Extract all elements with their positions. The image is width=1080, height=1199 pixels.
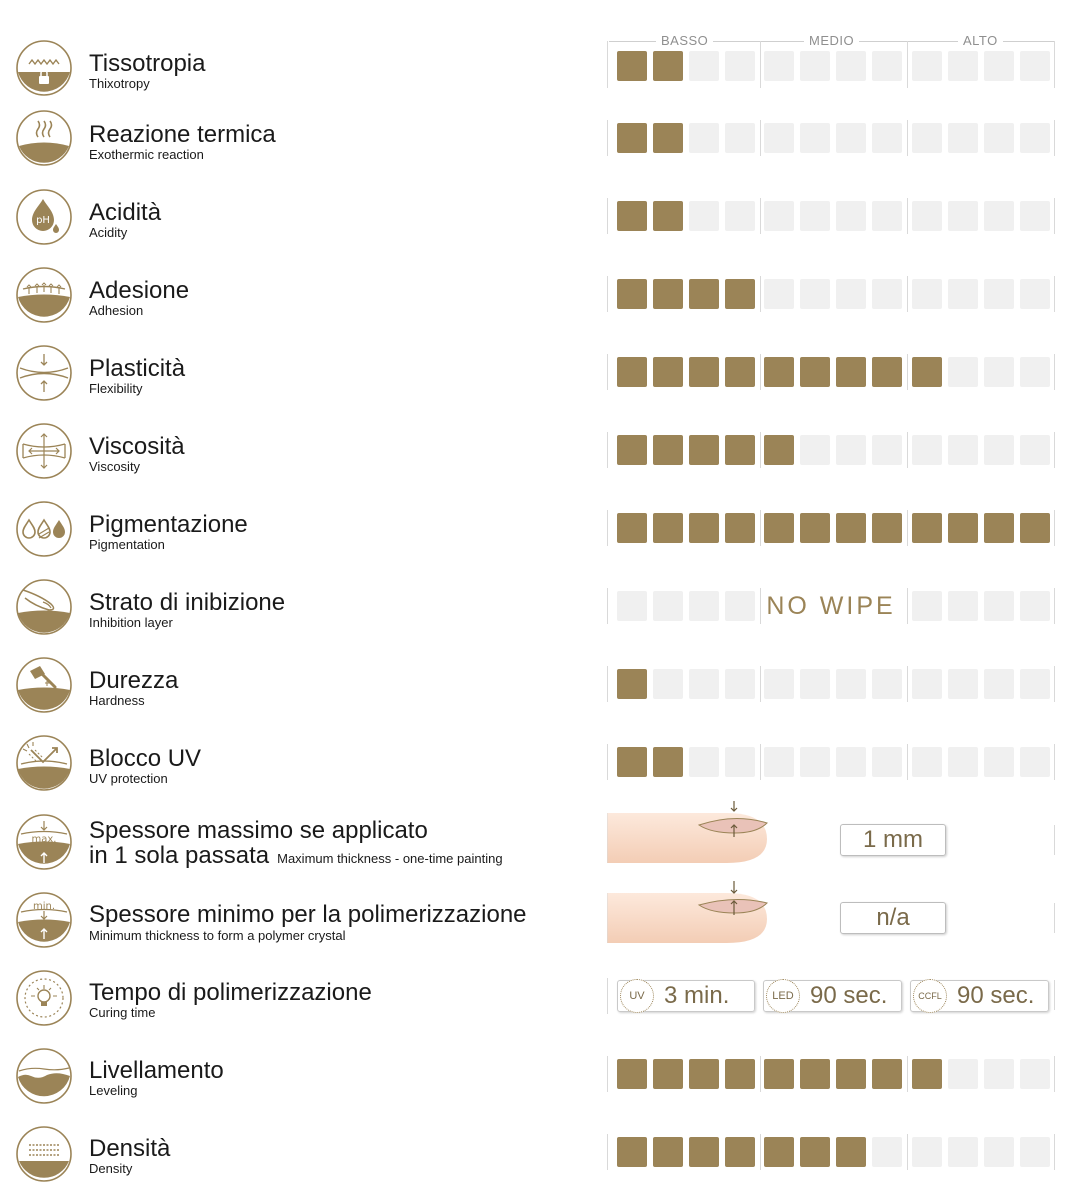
property-title-line2 (89, 843, 503, 872)
rating-cell-filled (725, 279, 755, 309)
rating-cell-filled (689, 435, 719, 465)
rating-cell-empty (764, 123, 794, 153)
property-subtitle: UV protection (89, 771, 168, 786)
rating-cell-filled (653, 435, 683, 465)
property-title: Strato di inibizione (89, 589, 286, 616)
rating-cell-empty (984, 279, 1014, 309)
property-title: Viscosità (89, 433, 185, 460)
rating-cell-empty (725, 123, 755, 153)
row-edge-line (1054, 825, 1055, 855)
finger-thickness-illustration (607, 801, 777, 867)
property-subtitle: Flexibility (89, 381, 143, 396)
rating-cell-empty (912, 669, 942, 699)
rating-bar (607, 432, 1057, 468)
rating-bar (607, 354, 1057, 390)
rating-cell-empty (872, 123, 902, 153)
rating-cell-empty (836, 669, 866, 699)
rating-cell-empty (1020, 435, 1050, 465)
rating-cell-filled (725, 1137, 755, 1167)
property-title-continuation: in 1 sola passata (89, 842, 270, 869)
rating-cell-empty (689, 747, 719, 777)
scale-label-low: BASSO (656, 33, 713, 48)
density-icon (15, 1125, 73, 1183)
group-divider (907, 120, 908, 156)
curing-uv-box (617, 980, 755, 1012)
rating-cell-filled (617, 357, 647, 387)
max-thickness-icon (15, 813, 73, 871)
property-title: Reazione termica (89, 121, 276, 148)
property-subtitle: Leveling (89, 1083, 138, 1098)
svg-text:min.: min. (32, 901, 56, 912)
rating-cell-filled (653, 1059, 683, 1089)
property-title: Blocco UV (89, 745, 202, 772)
rating-cell-empty (725, 747, 755, 777)
rating-cell-empty (912, 279, 942, 309)
rating-cell-filled (617, 513, 647, 543)
rating-cell-empty (689, 51, 719, 81)
rating-cell-empty (836, 201, 866, 231)
group-divider (907, 48, 908, 84)
rating-cell-filled (653, 51, 683, 81)
property-subtitle: Acidity (89, 225, 128, 240)
rating-cell-empty (948, 1059, 978, 1089)
rating-cell-filled (653, 1137, 683, 1167)
rating-cell-empty (836, 51, 866, 81)
rating-cell-empty (1020, 591, 1050, 621)
rating-cell-empty (984, 123, 1014, 153)
rating-cell-empty (800, 435, 830, 465)
rating-cell-filled (836, 357, 866, 387)
rating-cell-empty (800, 669, 830, 699)
rating-cell-filled (653, 747, 683, 777)
group-divider (607, 276, 608, 312)
rating-bar (607, 510, 1057, 546)
group-divider (907, 276, 908, 312)
rating-cell-empty (1020, 1059, 1050, 1089)
group-divider (760, 666, 761, 702)
rating-cell-empty (800, 747, 830, 777)
rating-cell-filled (800, 1059, 830, 1089)
no-wipe-label: NO WIPE (766, 592, 896, 620)
rating-cell-filled (617, 123, 647, 153)
pigment-drops-icon (15, 500, 73, 558)
flexibility-icon (15, 344, 73, 402)
rating-cell-filled (617, 747, 647, 777)
rating-cell-empty (653, 591, 683, 621)
leveling-icon (15, 1047, 73, 1105)
rating-cell-empty (984, 669, 1014, 699)
group-divider (760, 588, 761, 624)
min-thickness-value: n/a (840, 902, 946, 934)
group-divider (907, 354, 908, 390)
rating-cell-empty (800, 279, 830, 309)
group-divider (760, 1056, 761, 1092)
rating-cell-empty (653, 669, 683, 699)
svg-text:max.: max. (31, 834, 57, 845)
rating-cell-filled (617, 279, 647, 309)
rating-bar (607, 1134, 1057, 1170)
curing-time-value: 3 min. (664, 982, 730, 1009)
property-title: Livellamento (89, 1057, 224, 1084)
curing-ccfl-box (910, 980, 1049, 1012)
rating-cell-empty (1020, 669, 1050, 699)
rating-cell-empty (984, 1137, 1014, 1167)
rating-cell-empty (872, 51, 902, 81)
rating-cell-filled (725, 357, 755, 387)
group-divider (760, 276, 761, 312)
rating-bar (607, 588, 1057, 624)
rating-cell-filled (912, 357, 942, 387)
property-title: Plasticità (89, 355, 186, 382)
group-divider (1054, 1134, 1055, 1170)
group-divider (907, 588, 908, 624)
rating-cell-filled (689, 513, 719, 543)
ph-drop-icon (15, 188, 73, 246)
group-divider (1054, 744, 1055, 780)
rating-cell-empty (948, 123, 978, 153)
rating-cell-empty (948, 669, 978, 699)
group-divider (607, 198, 608, 234)
scale-label-high: ALTO (958, 33, 1003, 48)
rating-cell-empty (912, 201, 942, 231)
rating-cell-empty (984, 201, 1014, 231)
rating-cell-empty (1020, 357, 1050, 387)
curing-time-value: 90 sec. (957, 982, 1035, 1009)
rating-cell-filled (689, 1059, 719, 1089)
finger-thickness-illustration (607, 879, 777, 945)
property-subtitle: Curing time (89, 1005, 156, 1020)
rating-cell-filled (653, 513, 683, 543)
property-title: Spessore minimo per la polimerizzazione (89, 901, 527, 928)
rating-cell-empty (764, 51, 794, 81)
rating-cell-empty (912, 1137, 942, 1167)
rating-cell-empty (948, 201, 978, 231)
rating-cell-filled (800, 513, 830, 543)
rating-bar (607, 120, 1057, 156)
rating-cell-filled (872, 1059, 902, 1089)
group-divider (607, 432, 608, 468)
rating-cell-filled (836, 1059, 866, 1089)
rating-cell-empty (689, 669, 719, 699)
rating-bar (607, 1056, 1057, 1092)
rating-cell-empty (872, 435, 902, 465)
group-divider (760, 744, 761, 780)
group-divider (607, 48, 608, 84)
group-divider (607, 1134, 608, 1170)
rating-cell-filled (764, 435, 794, 465)
rating-cell-empty (689, 591, 719, 621)
group-divider (1054, 588, 1055, 624)
rating-cell-filled (1020, 513, 1050, 543)
rating-cell-empty (872, 1137, 902, 1167)
rating-cell-empty (617, 591, 647, 621)
property-subtitle: Density (89, 1161, 133, 1176)
property-title: Tempo di polimerizzazione (89, 979, 372, 1006)
group-divider (607, 666, 608, 702)
rating-cell-empty (800, 201, 830, 231)
rating-cell-empty (984, 591, 1014, 621)
max-thickness-value: 1 mm (840, 824, 946, 856)
group-divider (907, 432, 908, 468)
rating-cell-filled (617, 51, 647, 81)
rating-cell-empty (1020, 123, 1050, 153)
row-edge-line (1054, 903, 1055, 933)
rating-cell-empty (836, 279, 866, 309)
group-divider (907, 198, 908, 234)
rating-cell-empty (764, 669, 794, 699)
rating-cell-filled (872, 357, 902, 387)
rating-cell-empty (689, 201, 719, 231)
rating-cell-empty (836, 123, 866, 153)
rating-cell-filled (984, 513, 1014, 543)
property-title: Tissotropia (89, 50, 206, 77)
rating-cell-filled (836, 1137, 866, 1167)
group-divider (907, 510, 908, 546)
rating-cell-filled (725, 513, 755, 543)
group-divider (1054, 510, 1055, 546)
heat-icon (15, 109, 73, 167)
rating-cell-empty (948, 357, 978, 387)
rating-cell-filled (800, 1137, 830, 1167)
group-divider (907, 666, 908, 702)
rating-bar (607, 744, 1057, 780)
rating-cell-filled (617, 669, 647, 699)
rating-cell-filled (689, 357, 719, 387)
rating-cell-filled (912, 1059, 942, 1089)
row-edge-line (607, 978, 608, 1014)
rating-cell-empty (836, 747, 866, 777)
property-subtitle: Inhibition layer (89, 615, 173, 630)
rating-cell-empty (872, 201, 902, 231)
row-edge-line (1054, 980, 1055, 1010)
group-divider (607, 120, 608, 156)
property-subtitle: Thixotropy (89, 76, 150, 91)
group-divider (760, 48, 761, 84)
rating-cell-filled (725, 1059, 755, 1089)
property-subtitle: Hardness (89, 693, 145, 708)
rating-cell-empty (984, 357, 1014, 387)
curing-time-value: 90 sec. (810, 982, 888, 1009)
rating-cell-empty (948, 435, 978, 465)
group-divider (607, 1056, 608, 1092)
rating-cell-empty (948, 279, 978, 309)
ccfl-lamp-badge: CCFL (913, 979, 947, 1013)
rating-cell-empty (948, 1137, 978, 1167)
rating-cell-empty (872, 747, 902, 777)
group-divider (1054, 666, 1055, 702)
rating-cell-empty (800, 123, 830, 153)
rating-cell-empty (1020, 747, 1050, 777)
rating-cell-empty (725, 201, 755, 231)
rating-cell-filled (617, 435, 647, 465)
rating-cell-filled (948, 513, 978, 543)
rating-cell-empty (764, 279, 794, 309)
group-divider (760, 120, 761, 156)
rating-cell-empty (912, 435, 942, 465)
property-subtitle: Maximum thickness - one-time painting (277, 851, 503, 866)
rating-cell-filled (689, 1137, 719, 1167)
rating-cell-filled (689, 279, 719, 309)
group-divider (760, 510, 761, 546)
group-divider (1054, 48, 1055, 84)
rating-cell-filled (764, 357, 794, 387)
group-divider (1054, 1056, 1055, 1092)
rating-bar (607, 198, 1057, 234)
property-title: Spessore massimo se applicato (89, 817, 428, 844)
group-divider (907, 744, 908, 780)
property-subtitle: Adhesion (89, 303, 144, 318)
property-subtitle: Minimum thickness to form a polymer crystal (89, 928, 346, 943)
rating-cell-empty (725, 591, 755, 621)
property-title: Densità (89, 1135, 171, 1162)
rating-cell-filled (617, 1059, 647, 1089)
rating-cell-filled (653, 201, 683, 231)
curing-led-box (763, 980, 902, 1012)
property-title: Durezza (89, 667, 179, 694)
rating-cell-empty (948, 51, 978, 81)
rating-cell-empty (984, 747, 1014, 777)
thixotropy-icon (15, 39, 73, 97)
group-divider (607, 510, 608, 546)
rating-cell-empty (1020, 1137, 1050, 1167)
rating-cell-empty (800, 51, 830, 81)
group-divider (607, 588, 608, 624)
group-divider (1054, 198, 1055, 234)
rating-cell-empty (912, 591, 942, 621)
group-divider (760, 1134, 761, 1170)
svg-text:pH: pH (36, 215, 50, 226)
rating-cell-empty (764, 747, 794, 777)
rating-cell-filled (912, 513, 942, 543)
rating-cell-filled (653, 279, 683, 309)
rating-cell-filled (653, 123, 683, 153)
property-title: Adesione (89, 277, 190, 304)
group-divider (607, 744, 608, 780)
rating-cell-empty (984, 435, 1014, 465)
rating-cell-empty (764, 201, 794, 231)
rating-cell-empty (948, 591, 978, 621)
rating-cell-filled (872, 513, 902, 543)
group-divider (1054, 120, 1055, 156)
rating-cell-empty (912, 51, 942, 81)
rating-cell-empty (912, 747, 942, 777)
group-divider (907, 1134, 908, 1170)
rating-cell-empty (689, 123, 719, 153)
rating-cell-filled (653, 357, 683, 387)
rating-cell-filled (617, 1137, 647, 1167)
rating-cell-filled (725, 435, 755, 465)
hammer-icon (15, 656, 73, 714)
rating-cell-empty (872, 279, 902, 309)
property-subtitle: Viscosity (89, 459, 141, 474)
group-divider (1054, 432, 1055, 468)
min-thickness-icon (15, 891, 73, 949)
rating-cell-empty (1020, 201, 1050, 231)
group-divider (607, 354, 608, 390)
group-divider (760, 198, 761, 234)
rating-cell-filled (617, 201, 647, 231)
scale-label-medium: MEDIO (804, 33, 859, 48)
rating-cell-empty (948, 747, 978, 777)
rating-cell-filled (764, 513, 794, 543)
rating-cell-empty (872, 669, 902, 699)
rating-cell-filled (764, 1137, 794, 1167)
uv-block-icon (15, 734, 73, 792)
viscosity-icon (15, 422, 73, 480)
rating-cell-empty (1020, 279, 1050, 309)
rating-cell-empty (725, 51, 755, 81)
group-divider (1054, 354, 1055, 390)
group-divider (907, 1056, 908, 1092)
rating-bar (607, 276, 1057, 312)
led-lamp-badge: LED (766, 979, 800, 1013)
rating-cell-empty (1020, 51, 1050, 81)
group-divider (760, 354, 761, 390)
rating-cell-filled (836, 513, 866, 543)
property-title: Acidità (89, 199, 162, 226)
rating-cell-empty (725, 669, 755, 699)
rating-cell-empty (984, 51, 1014, 81)
property-subtitle: Pigmentation (89, 537, 165, 552)
adhesion-icon (15, 266, 73, 324)
rating-cell-empty (836, 435, 866, 465)
rating-cell-empty (984, 1059, 1014, 1089)
uv-lamp-badge: UV (620, 979, 654, 1013)
rating-cell-filled (764, 1059, 794, 1089)
inhibition-finger-icon (15, 578, 73, 636)
property-title: Pigmentazione (89, 511, 248, 538)
rating-bar (607, 48, 1057, 84)
rating-bar (607, 666, 1057, 702)
group-divider (1054, 276, 1055, 312)
curing-lamp-icon (15, 969, 73, 1027)
group-divider (760, 432, 761, 468)
rating-cell-empty (912, 123, 942, 153)
rating-cell-filled (800, 357, 830, 387)
property-subtitle: Exothermic reaction (89, 147, 204, 162)
